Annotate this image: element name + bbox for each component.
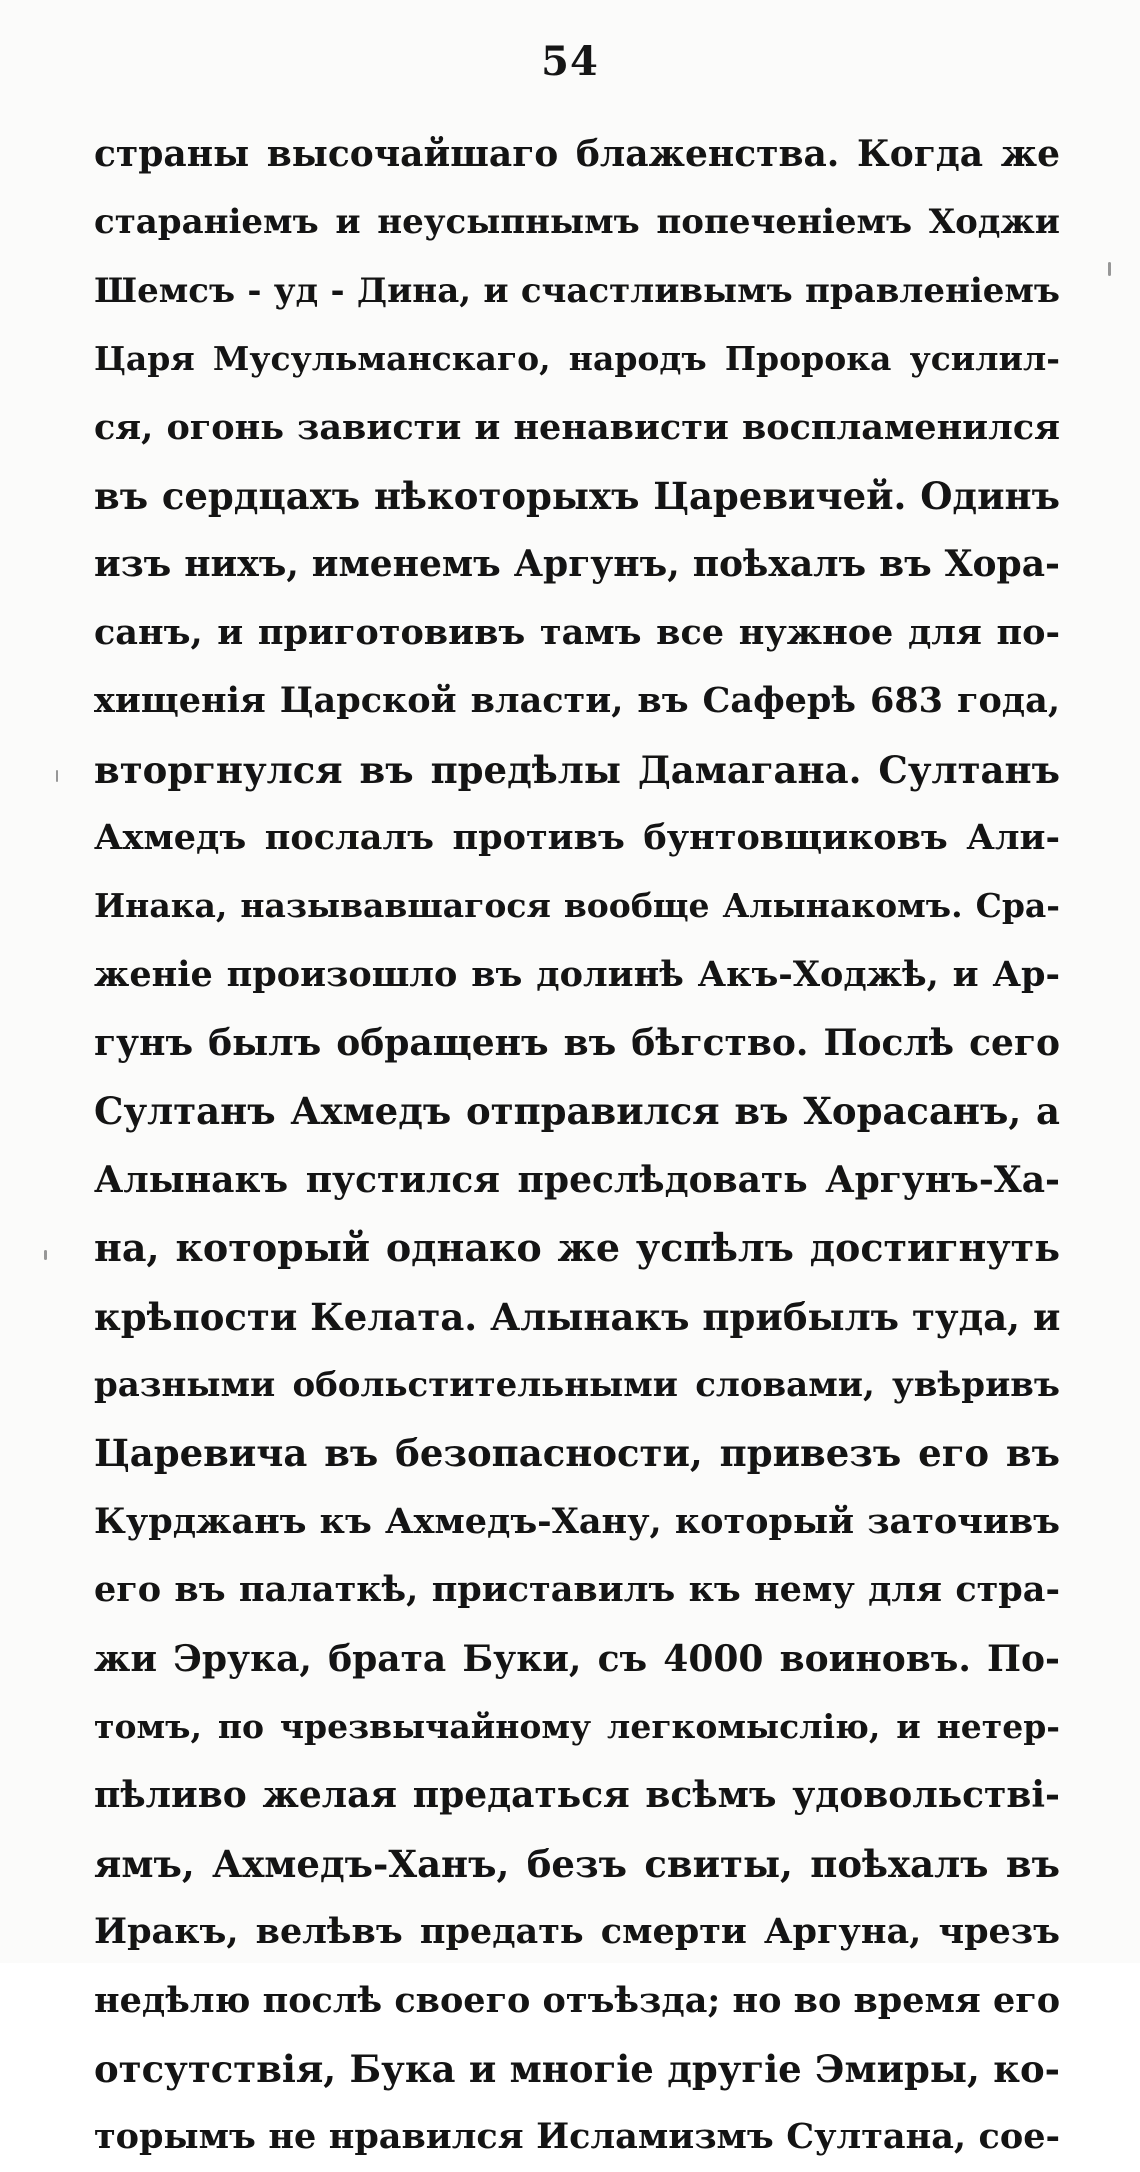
text-line: Ахмедъ послалъ противъ бунтовщиковъ Али- <box>94 816 1060 858</box>
text-line: вторгнулся въ предѣлы Дамагана. Султанъ <box>94 747 1060 792</box>
text-line: на, который однако же успѣлъ достигнуть <box>94 1225 1060 1271</box>
text-line: отсутствія, Бука и многіе другіе Эмиры, ко- <box>94 2046 1060 2091</box>
scan-speck <box>1108 262 1111 276</box>
text-line: Курджанъ къ Ахмедъ-Хану, который заточивъ <box>94 1500 1060 1542</box>
page-number: 54 <box>541 38 599 85</box>
body-text <box>94 120 1060 2172</box>
text-line: торымъ не нравился Исламизмъ Султана, сое- <box>94 2116 1060 2158</box>
text-line: недѣлю послѣ своего отъѣзда; но во время его <box>94 1979 1060 2021</box>
text-line: Султанъ Ахмедъ отправился въ Хорасанъ, а <box>94 1089 1060 1134</box>
text-line: въ сердцахъ нѣкоторыхъ Царевичей. Одинъ <box>94 473 1060 518</box>
text-line: ямъ, Ахмедъ-Ханъ, безъ свиты, поѣхалъ въ <box>94 1841 1060 1886</box>
text-line: Инака, называвшагося вообще Алынакомъ. Сра- <box>94 886 1060 926</box>
text-line: ся, огонь зависти и ненависти воспламенился <box>94 406 1060 448</box>
text-line: санъ, и приготовивъ тамъ все нужное для по- <box>94 611 1060 653</box>
text-line: гунъ былъ обращенъ въ бѣгство. Послѣ сего <box>94 1022 1060 1065</box>
text-line: пѣливо желая предаться всѣмъ удовольствi- <box>94 1774 1060 1817</box>
text-line: Иракъ, велѣвъ предать смерти Аргуна, чрезъ <box>94 1911 1060 1953</box>
text-line: страны высочайшаго блаженства. Когда же <box>94 133 1060 175</box>
text-line: хищенія Царской власти, въ Саферѣ 683 года, <box>94 680 1060 722</box>
text-line: жи Эрука, брата Буки, съ 4000 воиновъ. По- <box>94 1637 1060 1680</box>
text-line: стараніемъ и неусыпнымъ попеченіемъ Ходжи <box>94 202 1060 243</box>
scan-speck <box>56 770 58 782</box>
text-line: разными обольстительными словами, увѣривъ <box>94 1365 1060 1406</box>
text-line: Шемсъ - уд - Дина, и счастливымъ правленіемъ <box>94 270 1060 311</box>
text-line: крѣпости Келата. Алынакъ прибылъ туда, и <box>94 1294 1060 1339</box>
text-line: изъ нихъ, именемъ Аргунъ, поѣхалъ въ Хора- <box>94 543 1060 586</box>
text-line: женіе произошло въ долинѣ Акъ-Ходжѣ, и Ар- <box>94 953 1060 995</box>
text-line: Царевича въ безопасности, привезъ его въ <box>94 1431 1060 1476</box>
text-line: Алынакъ пустился преслѣдовать Аргунъ-Ха- <box>94 1158 1060 1201</box>
text-line: его въ палаткѣ, приставилъ къ нему для стра- <box>94 1569 1060 1611</box>
scan-speck <box>44 1250 47 1260</box>
text-line: томъ, по чрезвычайному легкомыслію, и нетер- <box>94 1706 1060 1746</box>
text-line: Царя Мусульманскаго, народъ Пророка усилил- <box>94 339 1060 379</box>
